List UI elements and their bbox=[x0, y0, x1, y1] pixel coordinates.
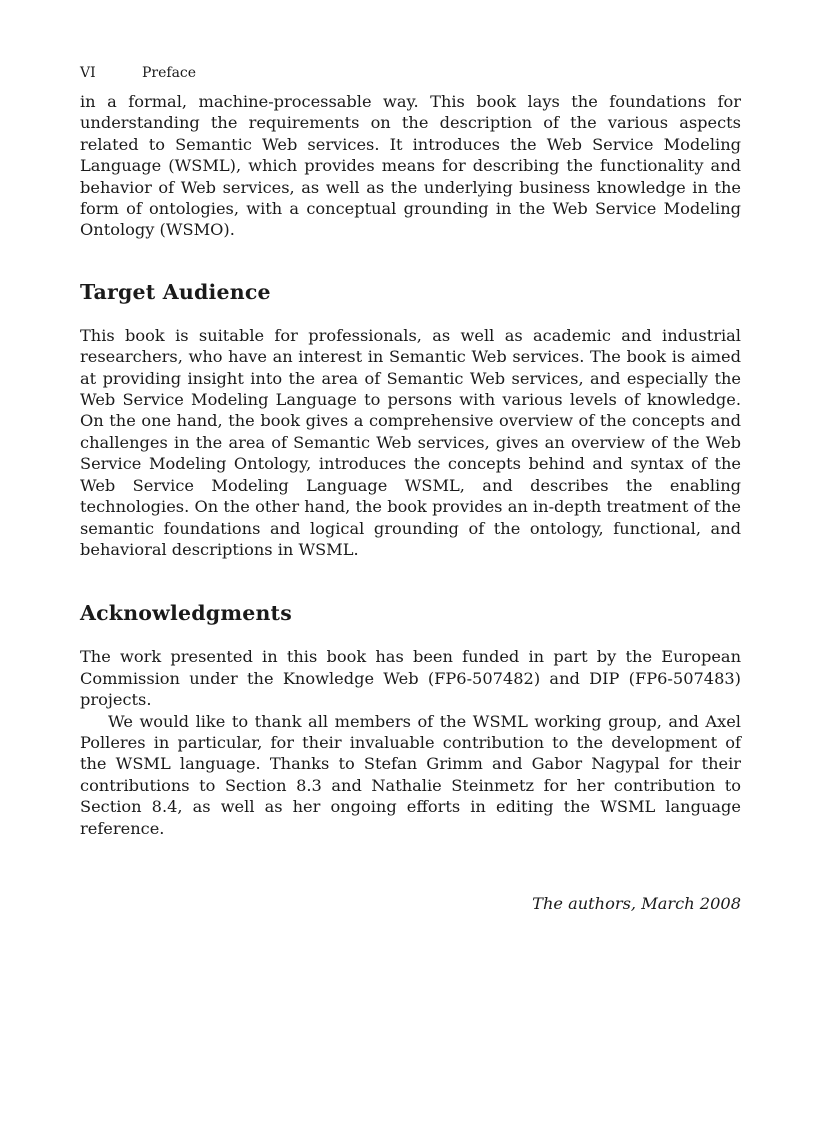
section-heading-acknowledgments: Acknowledgments bbox=[80, 601, 292, 626]
section-heading-target-audience: Target Audience bbox=[80, 279, 271, 304]
acknowledgments-paragraph-1: The work presented in this book has been funded in part by the European Commission under the Knowledge Web (FP6-507482) and DIP (FP6-507483) projects. bbox=[80, 647, 741, 710]
running-head bbox=[80, 60, 741, 86]
signature: The authors, March 2008 bbox=[532, 893, 741, 913]
book-page bbox=[80, 60, 741, 914]
target-audience-paragraph: This book is suitable for professionals, as well as academic and industrial researchers, who have an interest in Semantic Web services. The book is aimed at providing insight into the area of Semantic Web services, and especially the Web Service Modeling Language to persons with various levels of knowledge. On the one hand, the book gives a comprehensive overview of the concepts and challenges in the area of Semantic Web services, gives an overview of the Web Service Modeling Ontology, introduces the concepts behind and syntax of the Web Service Modeling Language WSML, and describes the enabling technologies. On the other hand, the book provides an in-depth treatment of the semantic foundations and logical grounding of the ontology, functional, and behavioral descriptions in WSML. bbox=[80, 325, 741, 559]
acknowledgments-paragraph-2: We would like to thank all members of the WSML working group, and Axel Polleres in particular, for their invaluable contribution to the development of the WSML language. Thanks to Stefan Grimm and Gabor Nagypal for their contributions to Section 8.3 and Nathalie Steinmetz for her contribution to Section 8.4, as well as her ongoing efforts in editing the WSML language reference. bbox=[80, 711, 741, 838]
page-number: VI bbox=[80, 65, 96, 81]
running-head-title: Preface bbox=[142, 65, 197, 81]
intro-paragraph: in a formal, machine-processable way. This book lays the foundations for understanding the requirements on the description of the various aspects related to Semantic Web services. It introduces the Web Service Modeling Language (WSML), which provides means for describing the functionality and behavior of Web services, as well as the underlying business knowledge in the form of ontologies, with a conceptual grounding in the Web Service Modeling Ontology (WSMO). bbox=[80, 92, 741, 240]
